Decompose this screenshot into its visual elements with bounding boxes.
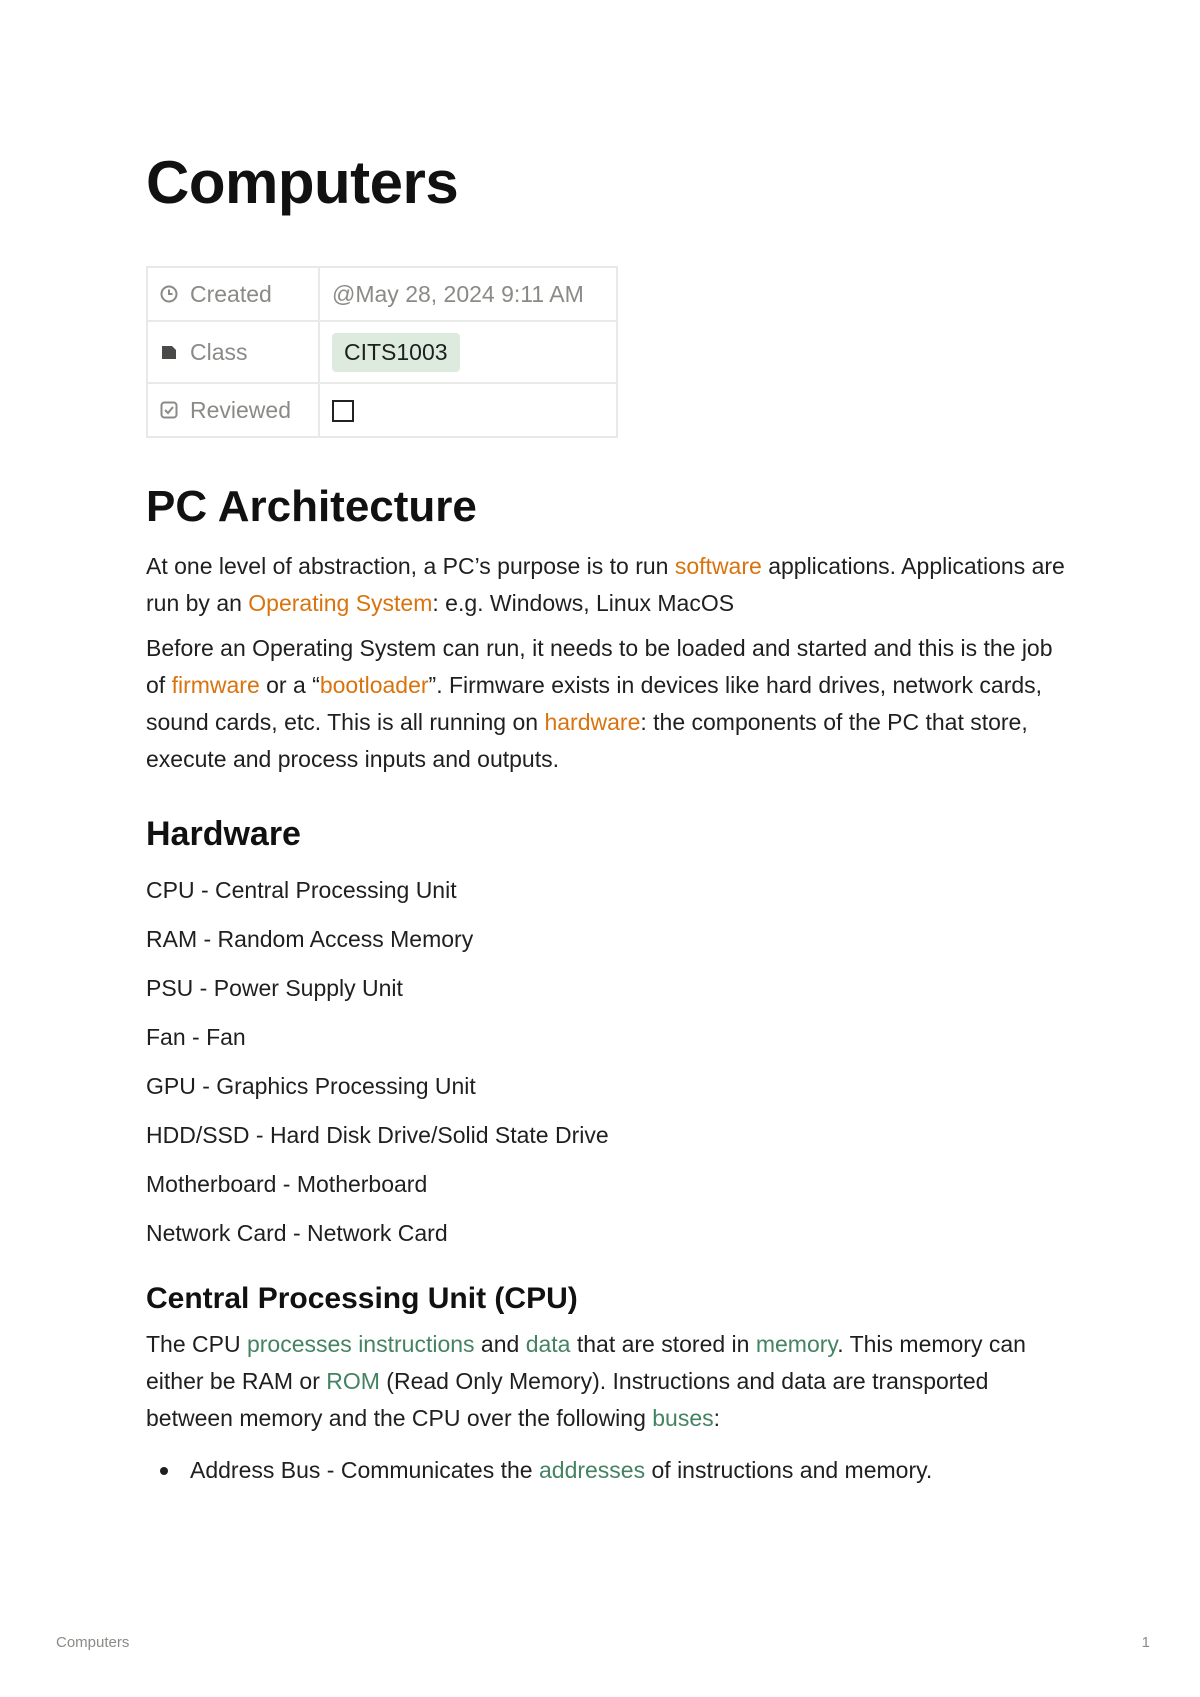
link-memory[interactable]: memory — [755, 1331, 838, 1357]
property-row-created — [147, 267, 617, 321]
link-addresses[interactable]: addresses — [538, 1457, 646, 1483]
list-item: PSU - Power Supply Unit — [146, 975, 403, 1001]
link-software[interactable]: software — [674, 553, 762, 579]
list-item: GPU - Graphics Processing Unit — [146, 1073, 476, 1099]
hardware-list — [146, 872, 609, 1264]
clock-icon — [160, 285, 178, 303]
paragraph-firmware: Before an Operating System can run, it needs to be loaded and started and this is the job of firmware or a “bootloader”. Firmware exists in devices like hard drives, network cards, sound cards, etc. This is all running on hardware: the components of the PC that store, execute and process inputs and outputs. — [146, 635, 1053, 772]
link-firmware[interactable]: firmware — [171, 672, 260, 698]
footer-title: Computers — [56, 1634, 130, 1651]
link-data[interactable]: data — [525, 1331, 571, 1357]
link-hardware[interactable]: hardware — [544, 709, 641, 735]
page-title: Computers — [146, 149, 459, 216]
tag-icon — [160, 343, 178, 361]
page-number: 1 — [1141, 1634, 1150, 1651]
properties-table — [146, 266, 618, 438]
list-item: HDD/SSD - Hard Disk Drive/Solid State Drive — [146, 1122, 609, 1148]
paragraph-pc-purpose: At one level of abstraction, a PC’s purpose is to run software applications. Applications are run by an Operating System: e.g. Windows, Linux MacOS — [146, 553, 1065, 616]
property-label-reviewed: Reviewed — [190, 396, 291, 423]
checkbox-icon — [160, 401, 178, 419]
bus-list — [146, 1452, 932, 1489]
link-processes-instructions[interactable]: processes instructions — [246, 1331, 475, 1357]
property-label-created: Created — [190, 280, 272, 307]
link-bootloader[interactable]: bootloader — [319, 672, 429, 698]
class-tag[interactable]: CITS1003 — [332, 333, 460, 372]
list-item: Address Bus - Communicates the addresses of instructions and memory. — [146, 1452, 932, 1489]
list-item: CPU - Central Processing Unit — [146, 877, 457, 903]
list-item: Motherboard - Motherboard — [146, 1171, 428, 1197]
list-item: Network Card - Network Card — [146, 1220, 448, 1246]
heading-cpu: Central Processing Unit (CPU) — [146, 1282, 578, 1315]
heading-hardware: Hardware — [146, 815, 301, 853]
link-buses[interactable]: buses — [652, 1405, 714, 1431]
property-value-created: @May 28, 2024 9:11 AM — [319, 267, 617, 321]
property-row-reviewed — [147, 383, 617, 437]
reviewed-checkbox[interactable] — [332, 400, 354, 422]
list-item: RAM - Random Access Memory — [146, 926, 474, 952]
link-rom[interactable]: ROM — [326, 1368, 380, 1394]
property-label-class: Class — [190, 338, 248, 365]
link-operating-system[interactable]: Operating System — [248, 590, 433, 616]
heading-pc-architecture: PC Architecture — [146, 482, 477, 531]
paragraph-cpu: The CPU processes instructions and data that are stored in memory. This memory can either be RAM or ROM (Read Only Memory). Instructions and data are transported between memory and the CPU over the following buses: — [146, 1331, 1026, 1431]
property-row-class — [147, 321, 617, 383]
list-item: Fan - Fan — [146, 1024, 246, 1050]
